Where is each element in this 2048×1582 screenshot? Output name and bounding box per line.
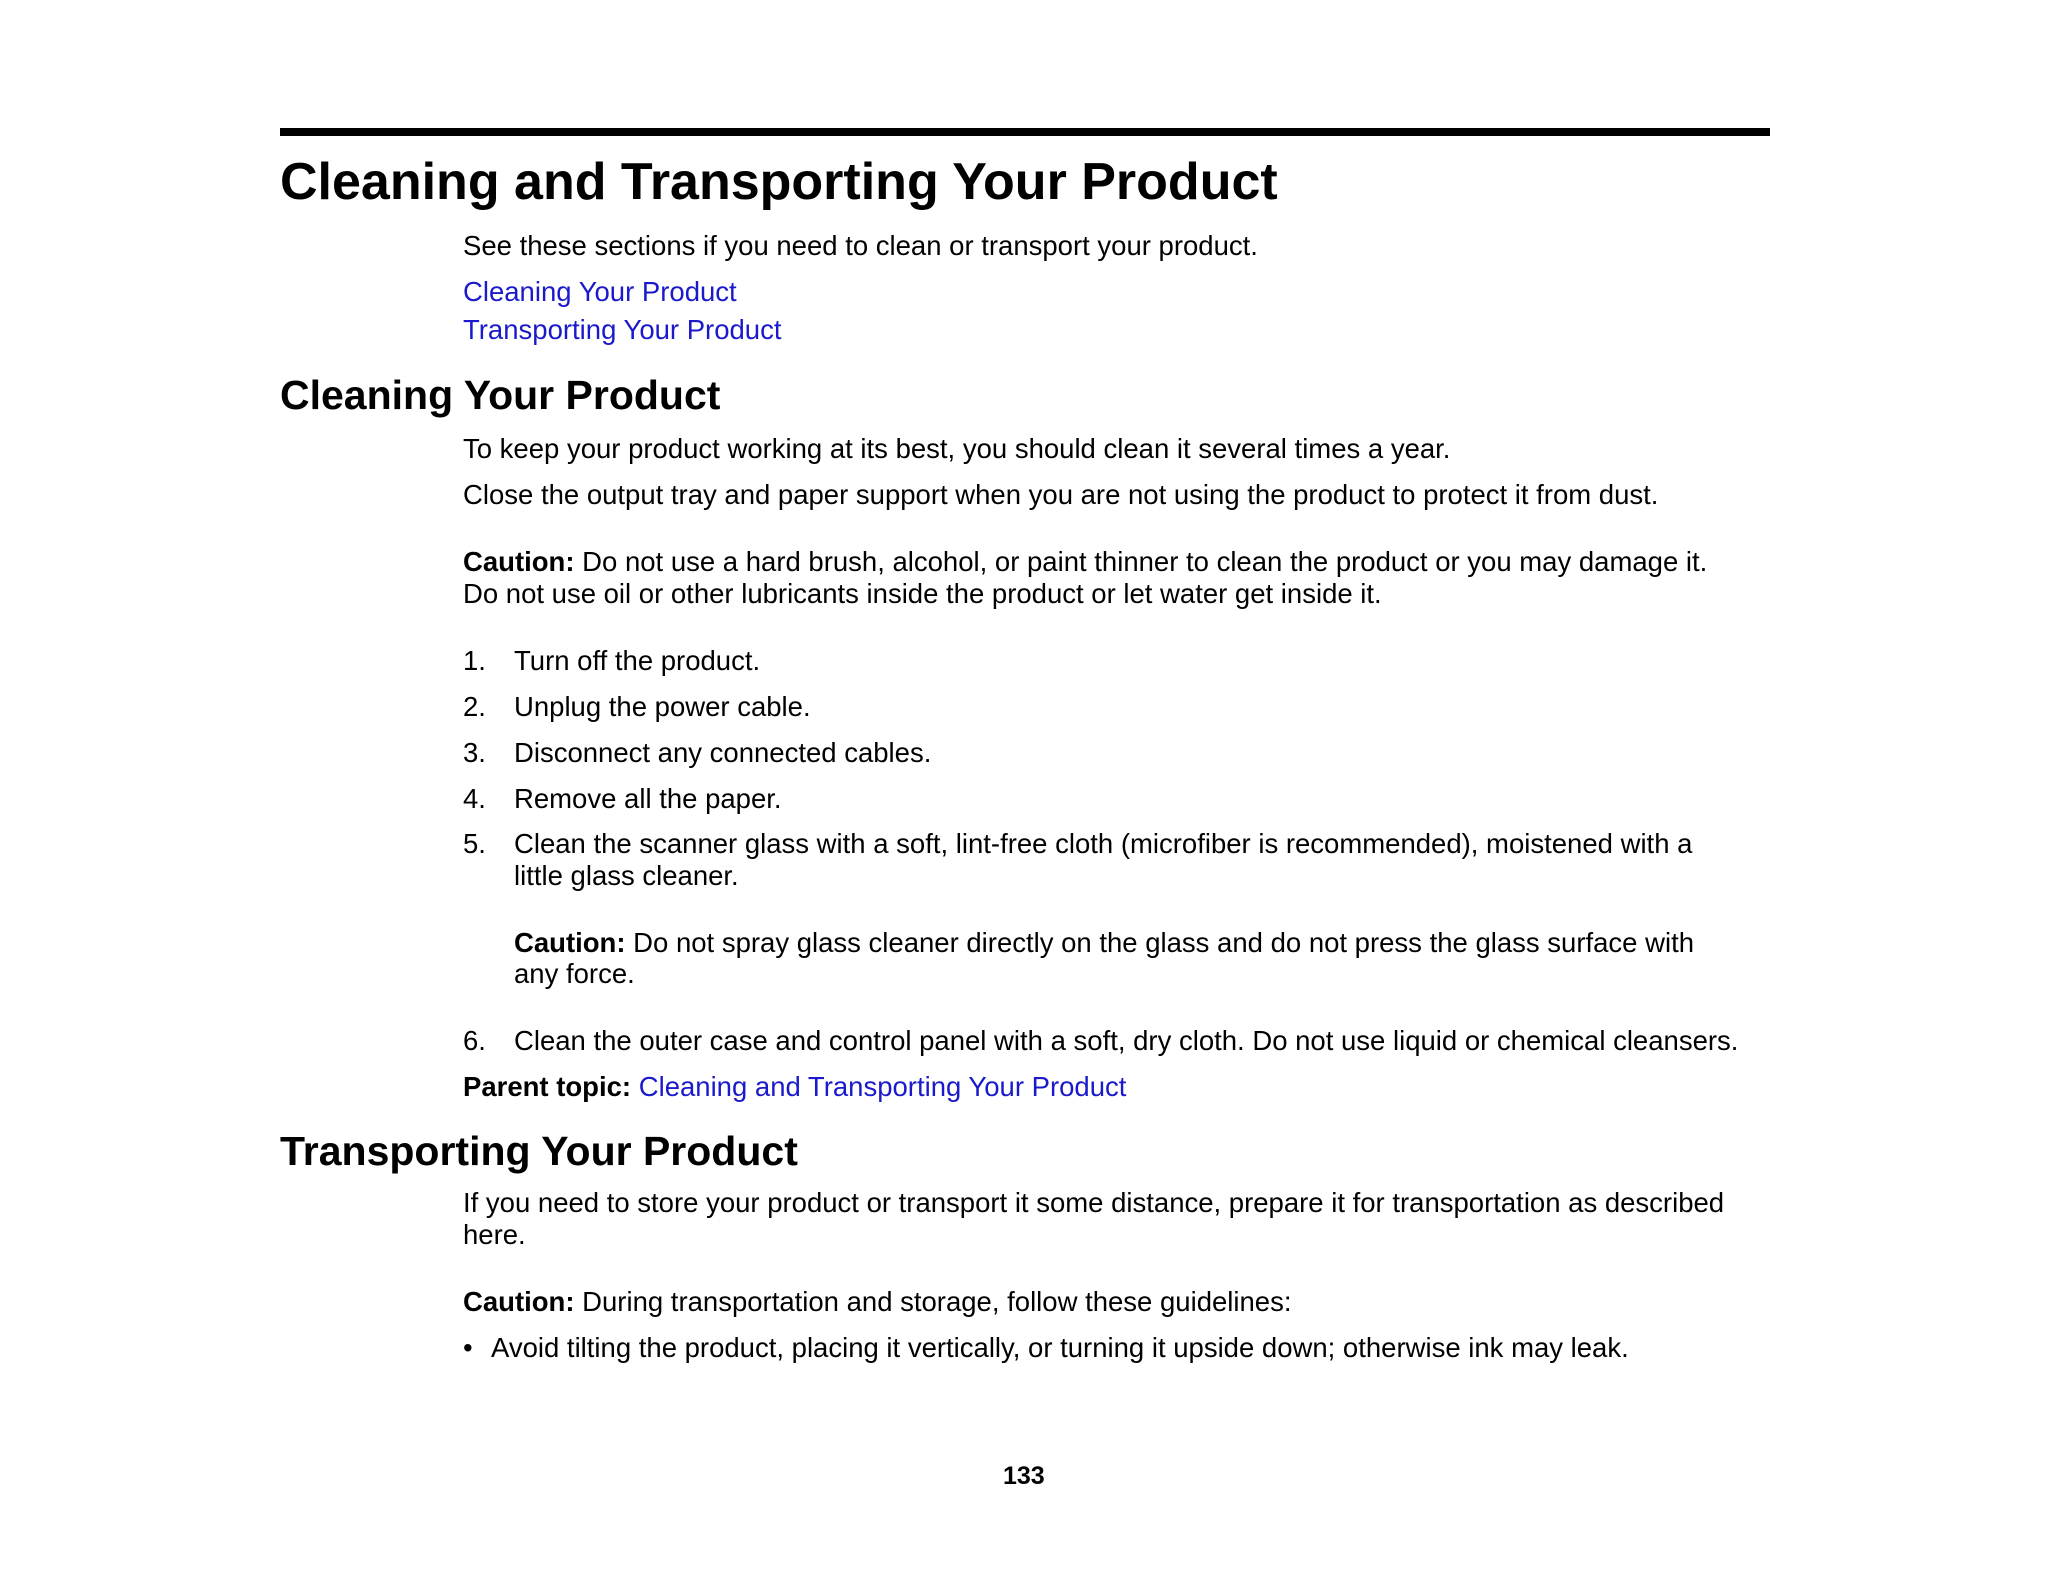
header-rule: [280, 128, 1770, 136]
step-text: Remove all the paper.: [514, 783, 782, 814]
step-number: 3.: [463, 737, 486, 768]
caution-text: During transportation and storage, follow these guidelines:: [574, 1286, 1292, 1317]
caution-text: Do not spray glass cleaner directly on the glass and do not press the glass surface with: [625, 927, 1695, 958]
step-5-continued: little glass cleaner.: [514, 860, 739, 891]
bullet-text: Avoid tilting the product, placing it vertically, or turning it upside down; otherwise ink may leak.: [491, 1332, 1629, 1363]
step-number: 2.: [463, 691, 486, 722]
cleaning-heading: Cleaning Your Product: [280, 372, 721, 418]
page-number: 133: [1003, 1462, 1045, 1490]
step-4: [463, 783, 782, 814]
parent-topic: [463, 1071, 1126, 1102]
step-5: [463, 828, 1692, 859]
toc-link-cleaning[interactable]: Cleaning Your Product: [463, 276, 737, 307]
step-text: Unplug the power cable.: [514, 691, 811, 722]
step-1: [463, 645, 760, 676]
parent-topic-link[interactable]: Cleaning and Transporting Your Product: [638, 1071, 1127, 1102]
bullet-glyph: •: [463, 1332, 473, 1363]
cleaning-caution-line-1: [463, 546, 1707, 577]
step-5-caution-line-1: [514, 927, 1694, 958]
cleaning-para-1: To keep your product working at its best, you should clean it several times a year.: [463, 433, 1451, 464]
step-number: 4.: [463, 783, 486, 814]
step-number: 5.: [463, 828, 486, 859]
step-text: Clean the scanner glass with a soft, lint-free cloth (microfiber is recommended), moistened with a: [514, 828, 1693, 859]
step-number: 1.: [463, 645, 486, 676]
step-2: [463, 691, 811, 722]
transporting-heading: Transporting Your Product: [280, 1128, 798, 1174]
transporting-para-line-2: here.: [463, 1219, 526, 1250]
cleaning-caution-line-2: Do not use oil or other lubricants inside the product or let water get inside it.: [463, 578, 1382, 609]
intro-text: See these sections if you need to clean or transport your product.: [463, 230, 1258, 261]
parent-topic-label: Parent topic:: [463, 1071, 632, 1102]
step-5-caution-line-2: any force.: [514, 958, 635, 989]
step-number: 6.: [463, 1025, 486, 1056]
step-text: Turn off the product.: [514, 645, 761, 676]
step-text: Clean the outer case and control panel with a soft, dry cloth. Do not use liquid or chemical cleansers.: [514, 1025, 1739, 1056]
caution-text: Do not use a hard brush, alcohol, or paint thinner to clean the product or you may damage it.: [574, 546, 1708, 577]
caution-label: Caution:: [514, 927, 626, 958]
step-text: Disconnect any connected cables.: [514, 737, 932, 768]
bullet-item: [463, 1332, 1629, 1363]
transporting-para-line-1: If you need to store your product or transport it some distance, prepare it for transportation as described: [463, 1187, 1725, 1218]
caution-label: Caution:: [463, 546, 575, 577]
caution-label: Caution:: [463, 1286, 575, 1317]
page-title: Cleaning and Transporting Your Product: [280, 153, 1278, 211]
transporting-caution: [463, 1286, 1291, 1317]
step-6: [463, 1025, 1738, 1056]
cleaning-para-2: Close the output tray and paper support when you are not using the product to protect it from dust.: [463, 479, 1659, 510]
toc-link-transporting[interactable]: Transporting Your Product: [463, 314, 782, 345]
step-3: [463, 737, 931, 768]
